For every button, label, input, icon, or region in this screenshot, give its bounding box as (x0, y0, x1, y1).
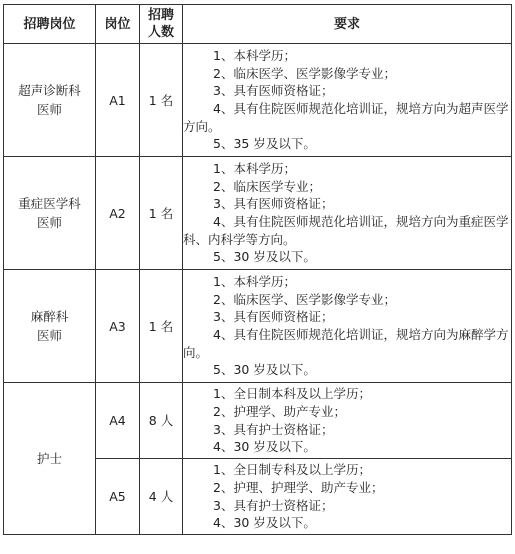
requirements-cell (183, 459, 512, 535)
count-cell: 8 人 (140, 383, 183, 459)
requirements-cell (183, 44, 512, 157)
table-row (4, 157, 512, 270)
requirement-item: 1、全日制本科及以上学历； (213, 386, 371, 402)
table-row (4, 270, 512, 383)
table-row (4, 44, 512, 157)
requirement-item: 3、具有医师资格证； (213, 196, 334, 212)
code-cell: A4 (96, 383, 140, 459)
position-cell (4, 270, 96, 383)
requirement-item: 4、30 岁及以下。 (213, 439, 316, 455)
header-requirements: 要求 (183, 5, 512, 44)
position-name-line: 医师 (36, 328, 62, 343)
position-name-line: 医师 (36, 102, 62, 117)
position-name-line: 麻醉科 (30, 309, 69, 324)
requirements-cell (183, 270, 512, 383)
recruitment-table (3, 4, 512, 535)
header-row (4, 5, 512, 44)
requirement-item: 1、本科学历； (213, 161, 296, 177)
header-code: 岗位 (96, 5, 140, 44)
position-cell (4, 383, 96, 535)
position-name-line: 超声诊断科 (18, 83, 81, 98)
position-name-line: 医师 (36, 215, 62, 230)
code-cell: A1 (96, 44, 140, 157)
count-cell: 4 人 (140, 459, 183, 535)
position-cell (4, 44, 96, 157)
position-name-line: 重症医学科 (18, 196, 81, 211)
requirement-item: 3、具有护士资格证； (213, 421, 334, 437)
requirement-item: 4、具有住院医师规范化培训证，规培方向为重症医学科、内科学等方向。 (183, 214, 509, 247)
requirement-item: 2、临床医学、医学影像学专业； (213, 65, 396, 81)
requirement-item: 1、全日制专科及以上学历； (213, 462, 371, 478)
requirement-item: 4、具有住院医师规范化培训证，规培方向为超声医学方向。 (183, 101, 509, 134)
requirement-item: 5、30 岁及以下。 (213, 249, 316, 265)
requirement-item: 1、本科学历； (213, 274, 296, 290)
position-name-line: 护士 (36, 451, 62, 466)
code-cell: A2 (96, 157, 140, 270)
code-cell: A3 (96, 270, 140, 383)
count-cell: 1 名 (140, 44, 183, 157)
requirement-item: 1、本科学历； (213, 48, 296, 64)
requirement-item: 2、护理学、助产专业； (213, 403, 346, 419)
requirement-item: 5、35 岁及以下。 (213, 136, 316, 152)
requirement-item: 2、临床医学、医学影像学专业； (213, 291, 396, 307)
requirement-item: 5、30 岁及以下。 (213, 362, 316, 378)
count-cell: 1 名 (140, 157, 183, 270)
requirement-item: 3、具有医师资格证； (213, 83, 334, 99)
requirements-cell (183, 383, 512, 459)
header-count: 招聘人数 (140, 5, 183, 44)
count-cell: 1 名 (140, 270, 183, 383)
requirement-item: 3、具有护士资格证； (213, 497, 334, 513)
requirement-item: 3、具有医师资格证； (213, 309, 334, 325)
requirement-item: 4、30 岁及以下。 (213, 515, 316, 531)
table-row (4, 383, 512, 459)
requirement-item: 4、具有住院医师规范化培训证，规培方向为麻醉学方向。 (183, 327, 509, 360)
header-position: 招聘岗位 (4, 5, 96, 44)
requirements-cell (183, 157, 512, 270)
position-cell (4, 157, 96, 270)
code-cell: A5 (96, 459, 140, 535)
requirement-item: 2、护理、护理学、助产专业； (213, 479, 384, 495)
requirement-item: 2、临床医学专业； (213, 178, 321, 194)
